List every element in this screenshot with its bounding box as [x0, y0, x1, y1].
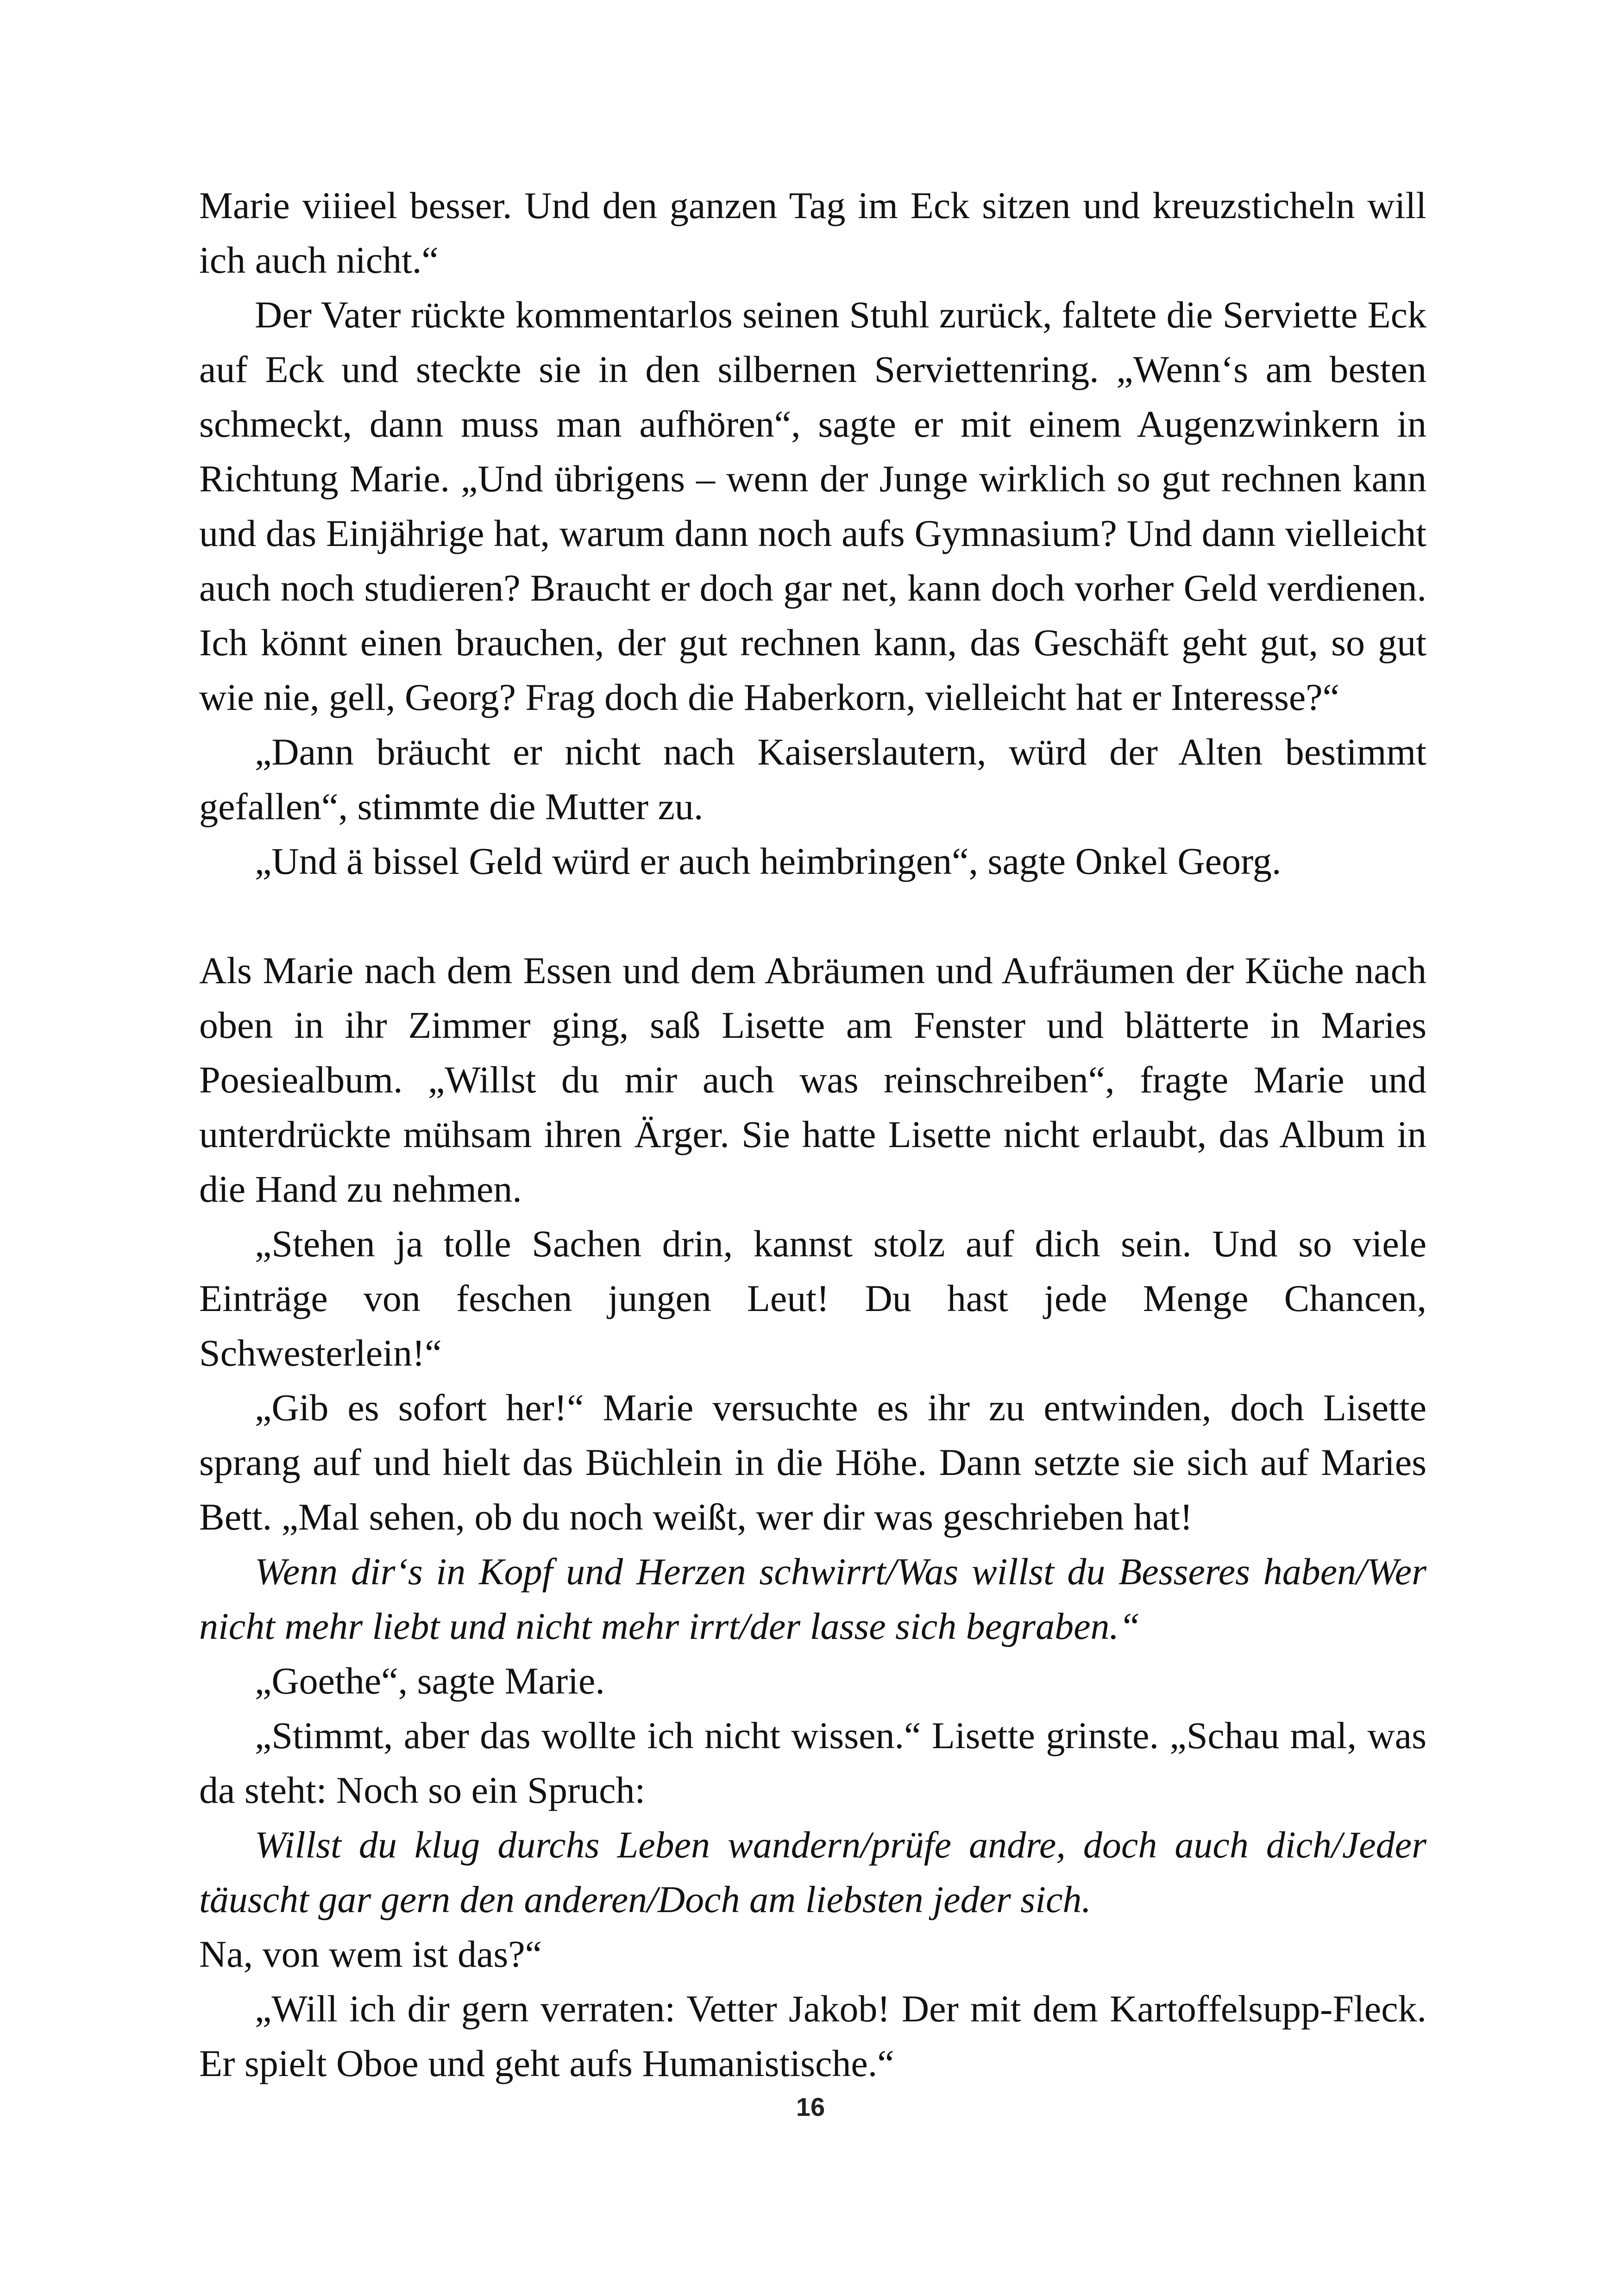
- paragraph: Als Marie nach dem Essen und dem Abräumen und Aufräumen der Küche nach oben in ihr Zimmer ging, saß Lisette am Fenster und blätterte in Maries Poesiealbum. „Willst du mir auch was reinschreiben“, fragte Marie und unterdrückte mühsam ihren Ärger. Sie hatte Lisette nicht erlaubt, das Album in die Hand zu nehmen.: [199, 949, 1426, 1210]
- verse-quote: Willst du klug durchs Leben wandern/prüfe andre, doch auch dich/Jeder täuscht gar gern den anderen/Doch am liebsten jeder sich.: [199, 1824, 1426, 1920]
- page-number: 16: [796, 2092, 825, 2121]
- paragraph: „Stehen ja tolle Sachen drin, kannst stolz auf dich sein. Und so viele Einträge von feschen jungen Leut! Du hast jede Menge Chancen, Schwesterlein!“: [199, 1223, 1426, 1374]
- paragraph: „Dann bräucht er nicht nach Kaiserslautern, würd der Alten bestimmt gefallen“, stimmte die Mutter zu.: [199, 731, 1426, 828]
- paragraph: „Will ich dir gern verraten: Vetter Jakob! Der mit dem Kartoffelsupp-Fleck. Er spielt Oboe und geht aufs Humanistische.“: [199, 1988, 1426, 2084]
- paragraph: „Goethe“, sagte Marie.: [255, 1660, 605, 1702]
- paragraph: „Stimmt, aber das wollte ich nicht wissen.“ Lisette grinste. „Schau mal, was da steht: Noch so ein Spruch:: [199, 1714, 1426, 1811]
- paragraph: „Gib es sofort her!“ Marie versuchte es ihr zu entwinden, doch Lisette sprang auf und hielt das Büchlein in die Höhe. Dann setzte sie sich auf Maries Bett. „Mal sehen, ob du noch weißt, wer dir was geschrieben hat!: [199, 1386, 1426, 1538]
- verse-quote: Wenn dir‘s in Kopf und Herzen schwirrt/Was willst du Besseres haben/Wer nicht mehr liebt und nicht mehr irrt/der lasse sich begraben.“: [199, 1550, 1426, 1647]
- body-text: [199, 178, 1426, 2091]
- section-break: [199, 889, 1426, 943]
- paragraph: Der Vater rückte kommentarlos seinen Stuhl zurück, faltete die Serviette Eck auf Eck und steckte sie in den silbernen Serviettenring. „Wenn‘s am besten schmeckt, dann muss man aufhören“, sagte er mit einem Augenzwinkern in Richtung Marie. „Und übrigens – wenn der Junge wirklich so gut rechnen kann und das Einjährige hat, warum dann noch aufs Gymnasium? Und dann vielleicht auch noch studieren? Braucht er doch gar net, kann doch vorher Geld verdienen. Ich könnt einen brauchen, der gut rechnen kann, das Geschäft geht gut, so gut wie nie, gell, Georg? Frag doch die Haberkorn, vielleicht hat er Interesse?“: [199, 294, 1426, 718]
- paragraph: Marie viiieel besser. Und den ganzen Tag im Eck sitzen und kreuzsticheln will ich auch nicht.“: [199, 184, 1426, 281]
- paragraph: Na, von wem ist das?“: [199, 1933, 542, 1975]
- paragraph: „Und ä bissel Geld würd er auch heimbringen“, sagte Onkel Georg.: [255, 840, 1282, 882]
